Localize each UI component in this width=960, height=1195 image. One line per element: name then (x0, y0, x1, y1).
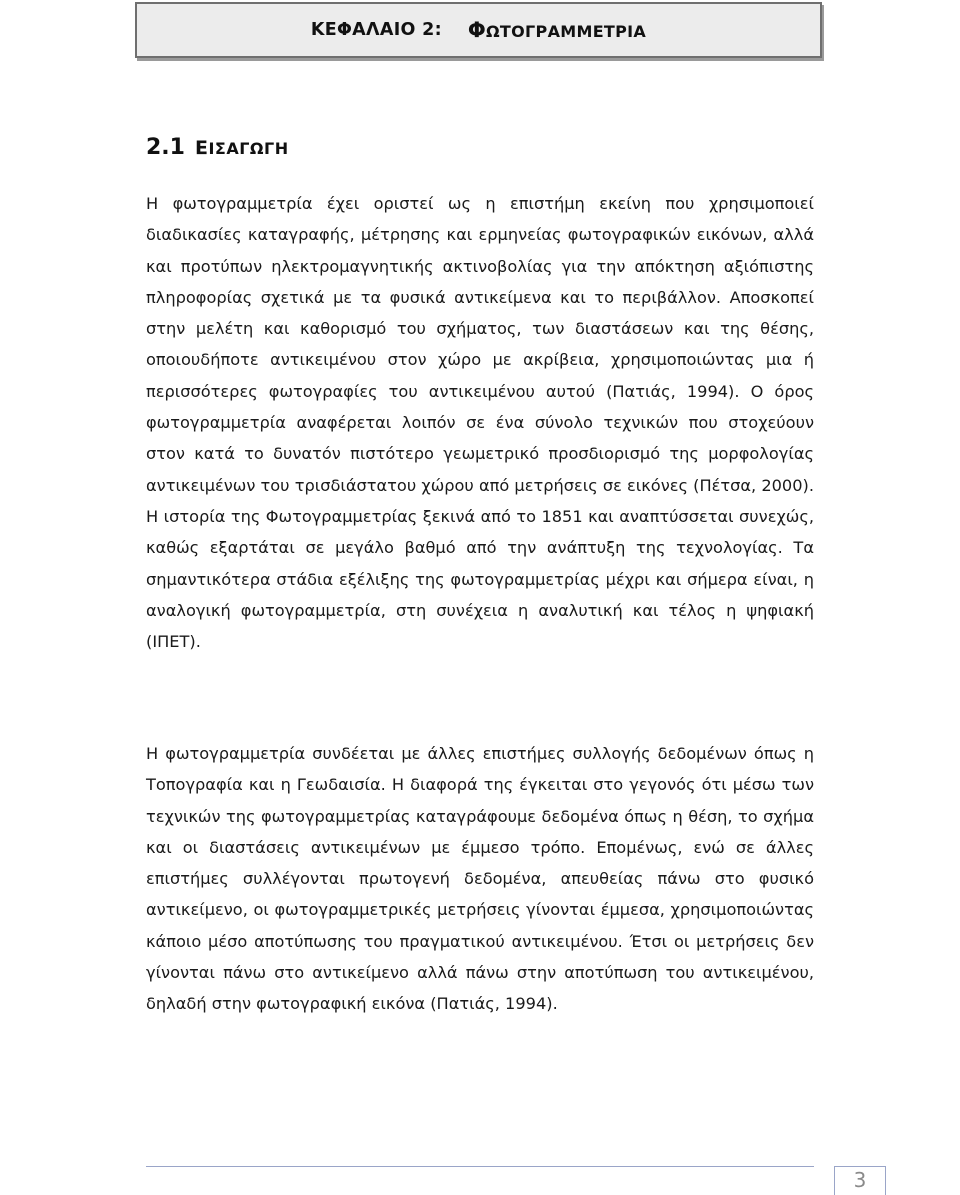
page-number: 3 (834, 1166, 886, 1195)
chapter-title-initial: Φ (467, 18, 487, 42)
section-title-rest: ΙΣΑΓΩΓΗ (208, 139, 289, 158)
section-title-initial: Ε (194, 137, 209, 159)
chapter-title (468, 18, 646, 42)
chapter-heading (135, 2, 822, 58)
section-heading (146, 132, 289, 160)
chapter-number: ΚΕΦΑΛΑΙΟ 2: (310, 20, 442, 40)
paragraph-introduction: Η φωτογραμμετρία έχει οριστεί ως η επιστήμη εκείνη που χρησιμοποιεί διαδικασίες καταγραφής, μέτρησης και ερμηνείας φωτογραφικών εικόνων, αλλά και προτύπων ηλεκτρομαγνητικής ακτινοβολίας για την απόκτηση αξιόπιστης πληροφορίας σχετικά με τα φυσικά αντικείμενα και το περιβάλλον. Αποσκοπεί στην μελέτη και καθορισμό του σχήματος, των διαστάσεων και της θέσης, οποιουδήποτε αντικειμένου στον χώρο με ακρίβεια, χρησιμοποιώντας μια ή περισσότερες φωτογραφίες του αντικειμένου αυτού (Πατιάς, 1994). Ο όρος φωτογραμμετρία αναφέρεται λοιπόν σε ένα σύνολο τεχνικών που στοχεύουν στον κατά το δυνατόν πιστότερο γεωμετρικό προσδιορισμό της μορφολογίας αντικειμένων του τρισδιάστατου χώρου από μετρήσεις σε εικόνες (Πέτσα, 2000). Η ιστορία της Φωτογραμμετρίας ξεκινά από το 1851 και αναπτύσσεται συνεχώς, καθώς εξαρτάται σε μεγάλο βαθμό από την ανάπτυξη της τεχνολογίας. Τα σημαντικότερα στάδια εξέλιξης της φωτογραμμετρίας μέχρι και σήμερα είναι, η αναλογική φωτογραμμετρία, στη συνέχεια η αναλυτική και τέλος η ψηφιακή (ΙΠΕΤ). (146, 194, 814, 652)
footer-divider (146, 1166, 814, 1167)
chapter-title-rest: ΩΤΟΓΡΑΜΜΕΤΡΙΑ (486, 22, 647, 41)
section-title (195, 139, 289, 158)
section-number: 2.1 (146, 135, 185, 160)
paragraph-comparison: Η φωτογραμμετρία συνδέεται με άλλες επιστήμες συλλογής δεδομένων όπως η Τοπογραφία και η Γεωδαισία. Η διαφορά της έγκειται στο γεγονός ότι μέσω των τεχνικών της φωτογραμμετρίας καταγράφουμε δεδομένα όπως η θέση, το σχήμα και οι διαστάσεις αντικειμένων με έμμεσο τρόπο. Επομένως, ενώ σε άλλες επιστήμες συλλέγονται πρωτογενή δεδομένα, απευθείας πάνω στο φυσικό αντικείμενο, οι φωτογραμμετρικές μετρήσεις γίνονται έμμεσα, χρησιμοποιώντας κάποιο μέσο αποτύπωσης του πραγματικού αντικειμένου. Έτσι οι μετρήσεις δεν γίνονται πάνω στο αντικείμενο αλλά πάνω στην αποτύπωση του αντικειμένου, δηλαδή στην φωτογραφική εικόνα (Πατιάς, 1994). (146, 744, 814, 1014)
